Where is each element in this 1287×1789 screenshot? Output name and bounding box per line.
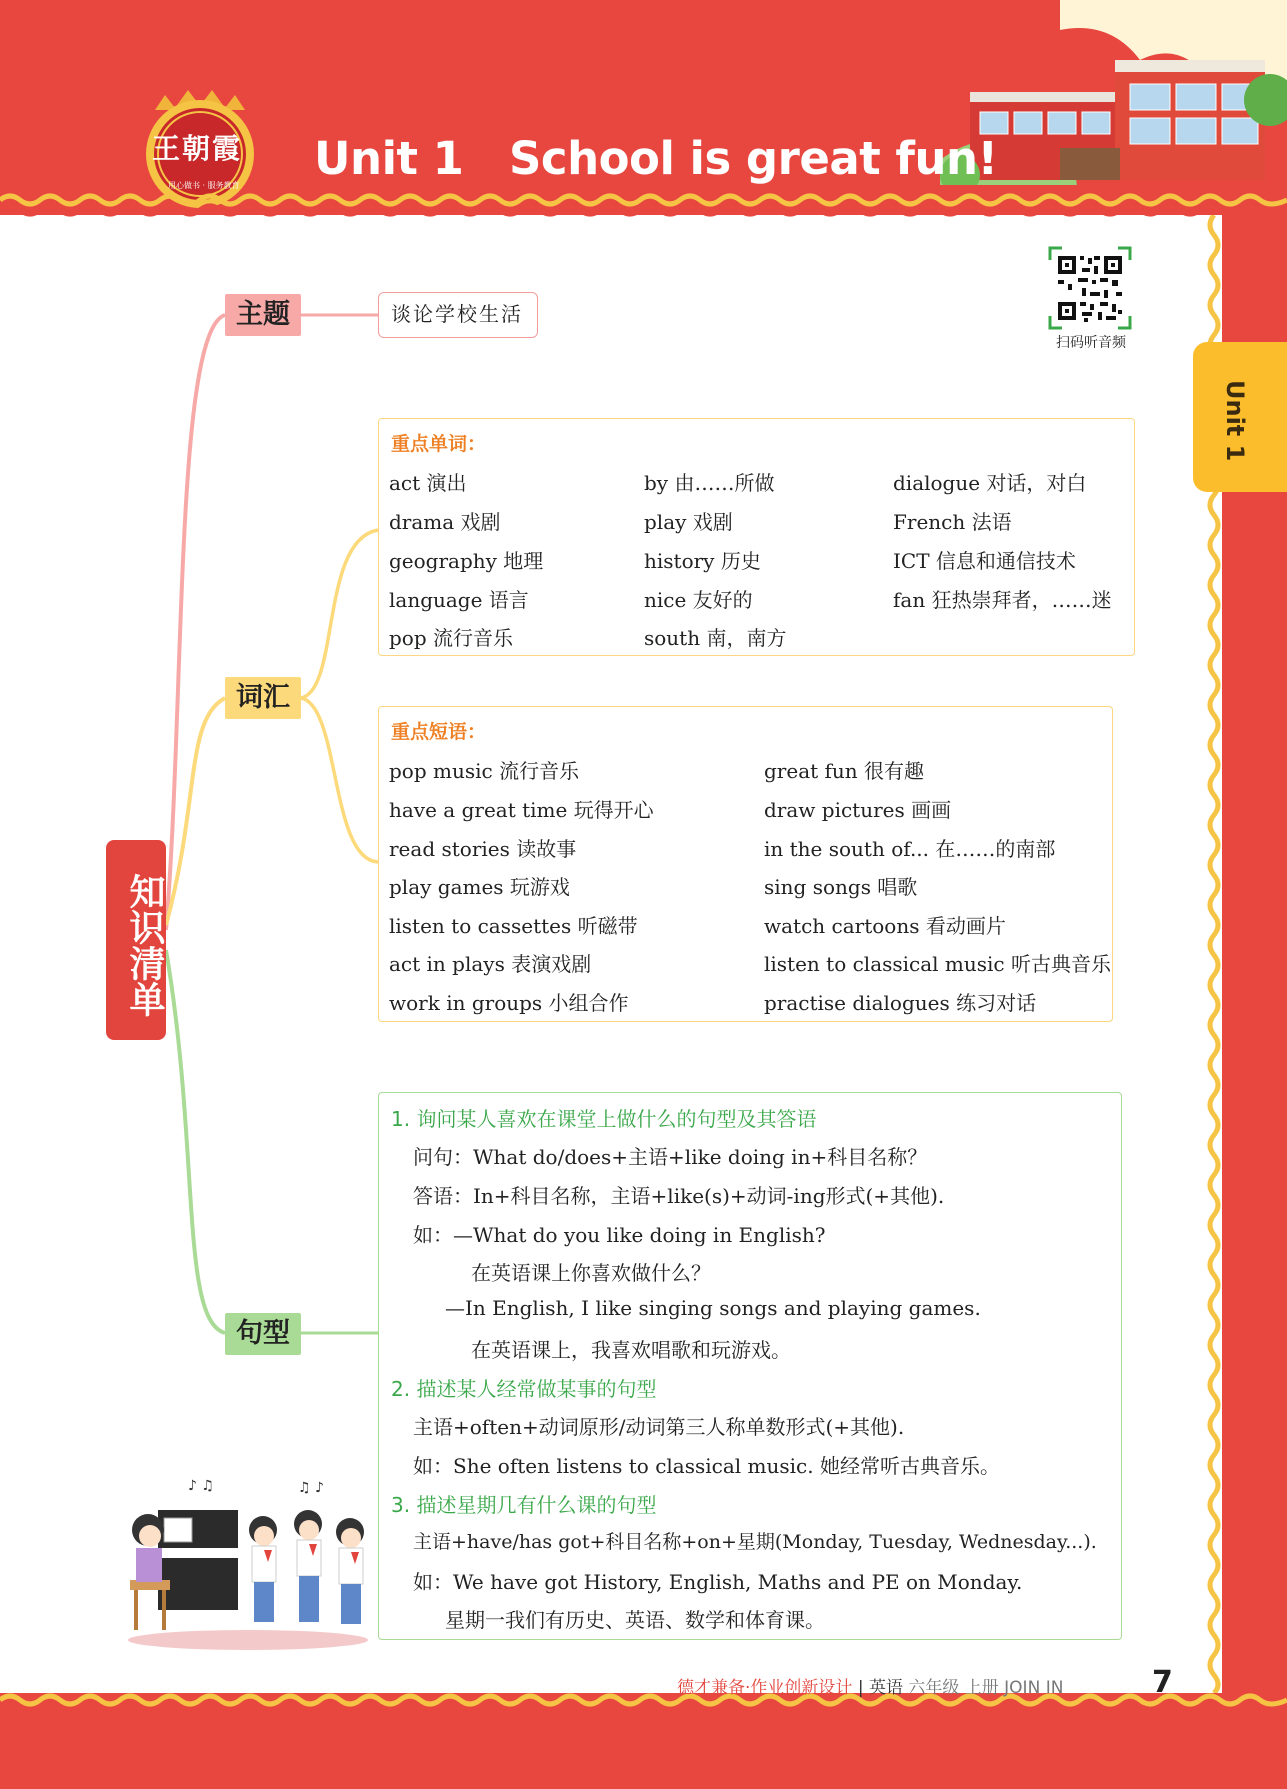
mindmap-root: 知识清单 (106, 840, 166, 1040)
pattern-1-example-cn: 在英语课上，我喜欢唱歌和玩游戏。 (471, 1338, 791, 1362)
pattern-2-heading: 2. 描述某人经常做某事的句型 (391, 1377, 657, 1401)
phrase-item: pop music 流行音乐 (389, 759, 580, 783)
pattern-2-structure: 主语+often+动词原形/动词第三人称单数形式(+其他). (413, 1415, 905, 1439)
unit-title: Unit 1 School is great fun! (314, 132, 998, 185)
phrase-item: have a great time 玩得开心 (389, 798, 654, 822)
key-words-box (378, 418, 1135, 656)
pattern-1-example: —In English, I like singing songs and playing games. (445, 1296, 981, 1320)
node-sentence-patterns: 句型 (225, 1313, 301, 1355)
word-item: pop 流行音乐 (389, 626, 514, 650)
pattern-1-example-cn: 在英语课上你喜欢做什么？ (471, 1261, 711, 1285)
topic-box: 谈论学校生活 (378, 292, 538, 338)
word-item: by 由……所做 (644, 471, 775, 495)
wave-border-top (0, 192, 1287, 222)
svg-text:♪ ♫: ♪ ♫ (188, 1478, 214, 1494)
word-item: fan 狂热崇拜者，……迷 (893, 588, 1112, 612)
word-item: play 戏剧 (644, 510, 733, 534)
phrase-item: work in groups 小组合作 (389, 991, 629, 1015)
word-item: dialogue 对话，对白 (893, 471, 1087, 495)
footer-separator: | (857, 1678, 864, 1698)
unit-side-tab (1193, 342, 1287, 492)
phrase-item: sing songs 唱歌 (764, 875, 918, 899)
pattern-3-structure: 主语+have/has got+科目名称+on+星期(Monday, Tuesday, Wednesday...). (413, 1531, 1097, 1553)
logo-slogan: 用心做书 · 服务教育 (168, 181, 240, 190)
key-words-title: 重点单词： (391, 433, 487, 455)
pattern-1-heading: 1. 询问某人喜欢在课堂上做什么的句型及其答语 (391, 1107, 817, 1131)
pattern-3-example-cn: 星期一我们有历史、英语、数学和体育课。 (445, 1608, 825, 1632)
phrase-item: play games 玩游戏 (389, 875, 570, 899)
footer-subject: 英语 (868, 1678, 903, 1698)
sentence-patterns-box (378, 1092, 1122, 1640)
phrase-item: listen to cassettes 听磁带 (389, 914, 638, 938)
key-phrases-box (378, 706, 1113, 1022)
pattern-3-example: 如：We have got History, English, Maths and PE on Monday. (413, 1570, 1023, 1594)
word-item: language 语言 (389, 588, 529, 612)
qr-code-icon[interactable] (1048, 246, 1132, 330)
qr-label: 扫码听音频 (1056, 335, 1126, 351)
footer-series: 德才兼备·作业创新设计 (677, 1678, 853, 1698)
key-phrases-title: 重点短语： (391, 721, 487, 743)
pattern-3-heading: 3. 描述星期几有什么课的句型 (391, 1493, 657, 1517)
side-tab-label: Unit 1 (1221, 380, 1249, 462)
phrase-item: read stories 读故事 (389, 837, 577, 861)
svg-text:♫ ♪: ♫ ♪ (298, 1480, 324, 1496)
footer-grade: 六年级 上册 JOIN IN (908, 1678, 1064, 1698)
phrase-item: in the south of... 在……的南部 (764, 837, 1056, 861)
pattern-2-example: 如：She often listens to classical music. 她经常听古典音乐。 (413, 1454, 1000, 1478)
phrase-item: draw pictures 画画 (764, 798, 952, 822)
word-item: drama 戏剧 (389, 510, 501, 534)
pattern-1-example: 如：—What do you like doing in English? (413, 1223, 826, 1247)
footer-series-info (677, 1673, 1063, 1698)
pattern-1-question: 问句：What do/does+主语+like doing in+科目名称？ (413, 1145, 928, 1169)
children-singing-illustration (118, 1470, 378, 1650)
word-item: geography 地理 (389, 549, 544, 573)
phrase-item: watch cartoons 看动画片 (764, 914, 1006, 938)
phrase-item: great fun 很有趣 (764, 759, 925, 783)
logo-text: 王朝霞 (152, 132, 243, 165)
wave-border-bottom (0, 1690, 1287, 1720)
pattern-1-answer: 答语：In+科目名称，主语+like(s)+动词-ing形式(+其他). (413, 1184, 945, 1208)
word-item: nice 友好的 (644, 588, 753, 612)
phrase-item: act in plays 表演戏剧 (389, 952, 592, 976)
phrase-item: practise dialogues 练习对话 (764, 991, 1037, 1015)
word-item: south 南，南方 (644, 626, 787, 650)
node-topic: 主题 (225, 294, 301, 336)
word-item: ICT 信息和通信技术 (893, 549, 1076, 573)
word-item: act 演出 (389, 471, 467, 495)
phrase-item: listen to classical music 听古典音乐 (764, 952, 1111, 976)
word-item: French 法语 (893, 510, 1012, 534)
node-vocabulary: 词汇 (225, 677, 301, 719)
word-item: history 历史 (644, 549, 761, 573)
page-number: 7 (1152, 1665, 1173, 1700)
